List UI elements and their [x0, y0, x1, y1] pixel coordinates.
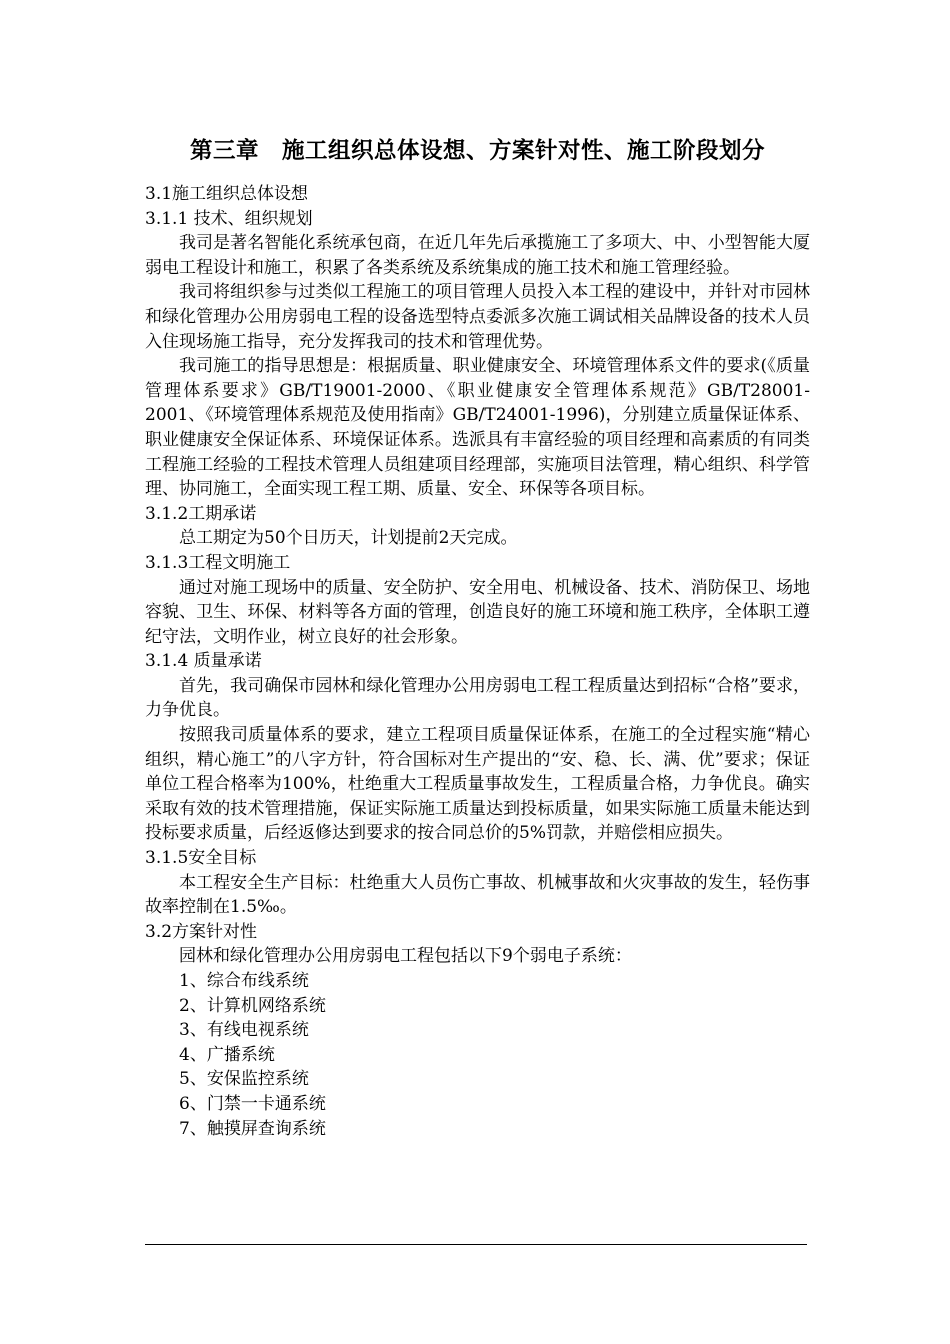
paragraph-quality-system: 按照我司质量体系的要求，建立工程项目质量保证体系，在施工的全过程实施“精心组织，精心施工”的八字方针，符合国标对生产提出的“安、稳、长、满、优”要求；保证单位工程合格率为100%，杜绝重大工程质量事故发生，工程质量合格，力争优良。确实采取有效的技术管理措施，保证实际施工质量达到投标质量，如果实际施工质量未能达到投标要求质量，后经返修达到要求的按合同总价的5%罚款，并赔偿相应损失。	[145, 725, 810, 844]
paragraph-civilized-construction: 通过对施工现场中的质量、安全防护、安全用电、机械设备、技术、消防保卫、场地容貌、卫生、环保、材料等各方面的管理，创造良好的施工环境和施工秩序，全体职工遵纪守法，文明作业，树立良好的社会形象。	[145, 577, 810, 647]
paragraph-safety-target: 本工程安全生产目标：杜绝重大人员伤亡事故、机械事故和火灾事故的发生，轻伤事故率控制在1.5‰。	[145, 872, 810, 918]
list-item: 6、门禁一卡通系统	[179, 1093, 326, 1114]
paragraph-quality-first: 首先，我司确保市园林和绿化管理办公用房弱电工程工程质量达到招标“合格”要求，力争优良。	[145, 675, 810, 721]
list-item: 5、安保监控系统	[179, 1069, 309, 1090]
list-item: 3、有线电视系统	[179, 1020, 309, 1041]
section-heading-3-1: 3.1施工组织总体设想	[145, 184, 309, 204]
list-item: 2、计算机网络系统	[179, 995, 326, 1016]
section-heading-3-1-4: 3.1.4 质量承诺	[145, 651, 262, 672]
paragraph-subsystems-intro: 园林和绿化管理办公用房弱电工程包括以下9个弱电子系统：	[179, 946, 632, 967]
section-heading-3-1-2: 3.1.2工期承诺	[145, 503, 257, 524]
section-heading-3-1-3: 3.1.3工程文明施工	[145, 552, 291, 573]
list-item: 7、触摸屏查询系统	[179, 1118, 326, 1139]
section-heading-3-2: 3.2方案针对性	[145, 921, 258, 942]
document-page	[145, 130, 810, 1141]
paragraph-company-intro: 我司是著名智能化系统承包商，在近几年先后承揽施工了多项大、中、小型智能大厦弱电工程设计和施工，积累了各类系统及系统集成的施工技术和施工管理经验。	[145, 233, 810, 278]
section-heading-3-1-1: 3.1.1 技术、组织规划	[145, 208, 313, 229]
list-item: 4、广播系统	[179, 1044, 275, 1065]
section-heading-3-1-5: 3.1.5安全目标	[145, 848, 257, 869]
paragraph-staffing: 我司将组织参与过类似工程施工的项目管理人员投入本工程的建设中，并针对市园林和绿化管理办公用房弱电工程的设备选型特点委派多次施工调试相关品牌设备的技术人员入住现场施工指导，充分发挥我司的技术和管理优势。	[145, 282, 810, 352]
chapter-title: 第三章 施工组织总体设想、方案针对性、施工阶段划分	[189, 138, 765, 164]
paragraph-guiding-principle: 我司施工的指导思想是：根据质量、职业健康安全、环境管理体系文件的要求(《质量管理体系要求》GB/T19001-2000、《职业健康安全管理体系规范》GB/T28001-2001、《环境管理体系规范及使用指南》GB/T24001-1996)，分别建立质量保证体系、职业健康安全保证体系、环境保证体系。选派具有丰富经验的项目经理和高素质的有同类工程施工经验的工程技术管理人员组建项目经理部，实施项目法管理，精心组织、科学管理、协同施工，全面实现工程工期、质量、安全、环保等各项目标。	[145, 356, 810, 500]
footer-divider	[145, 1244, 807, 1245]
list-item: 1、综合布线系统	[179, 971, 309, 991]
paragraph-schedule: 总工期定为50个日历天，计划提前2天完成。	[179, 528, 518, 549]
